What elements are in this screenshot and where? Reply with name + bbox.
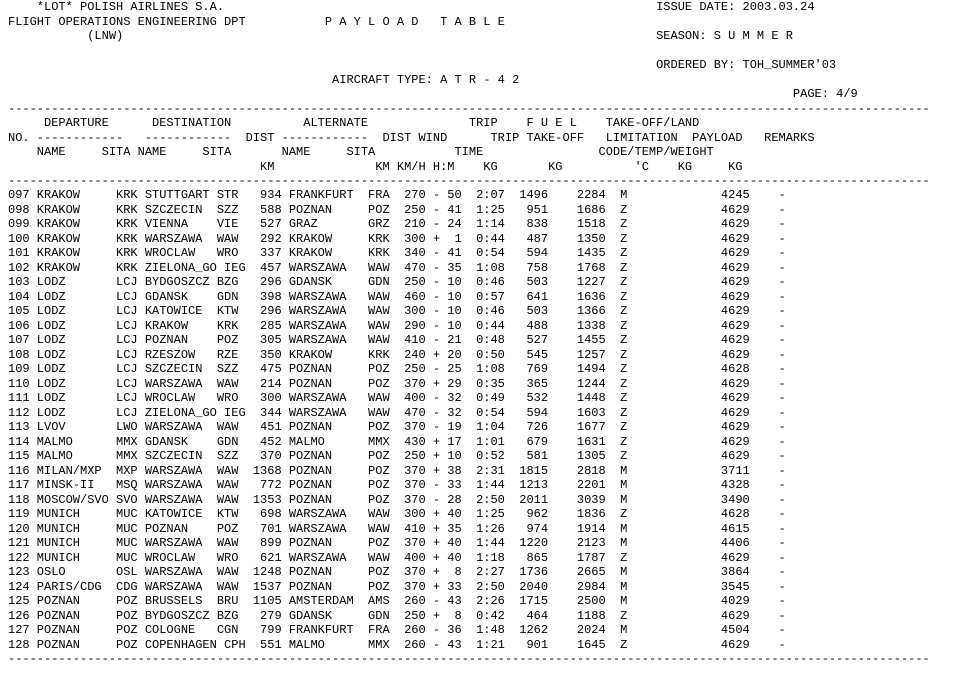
table-row: 103 LODZ LCJ BYDGOSZCZ BZG 296 GDANSK GDN 250 - 10 0:46 503 1227 Z 4629 - <box>8 275 786 289</box>
table-row: 118 MOSCOW/SVO SVO WARSZAWA WAW 1353 POZNAN POZ 370 - 28 2:50 2011 3039 M 3490 - <box>8 492 786 507</box>
table-row: 107 LODZ LCJ POZNAN POZ 305 WARSZAWA WAW 410 - 21 0:48 527 1455 Z 4629 - <box>8 333 786 347</box>
table-row: 109 LODZ LCJ SZCZECIN SZZ 475 POZNAN POZ 250 - 25 1:08 769 1494 Z 4628 - <box>8 362 786 376</box>
table-row: 099 KRAKOW KRK VIENNA VIE 527 GRAZ GRZ 210 - 24 1:14 838 1518 Z 4629 - <box>8 217 786 231</box>
header-rule-bottom: -------------------------------------------------------------------------------------------------------------------------------- <box>8 174 930 188</box>
table-row: 125 POZNAN POZ BRUSSELS BRU 1105 AMSTERDAM AMS 260 - 43 2:26 1715 2500 M 4029 - <box>8 594 786 608</box>
table-row: 101 KRAKOW KRK WROCLAW WRO 337 KRAKOW KRK 340 - 41 0:54 594 1435 Z 4629 - <box>8 246 786 260</box>
header-line-title: FLIGHT OPERATIONS ENGINEERING DPT P A Y L O A D T A B L E <box>8 14 505 29</box>
table-row: 123 OSLO OSL WARSZAWA WAW 1248 POZNAN POZ 370 + 8 2:27 1736 2665 M 3864 - <box>8 565 786 579</box>
header-line-page: PAGE: 4/9 <box>8 87 858 101</box>
column-header-1: DEPARTURE DESTINATION ALTERNATE TRIP F U E L TAKE-OFF/LAND <box>8 116 700 130</box>
table-row: 116 MILAN/MXP MXP WARSZAWA WAW 1368 POZNAN POZ 370 + 38 2:31 1815 2818 M 3711 - <box>8 463 786 478</box>
footer-rule: -------------------------------------------------------------------------------------------------------------------------------- <box>8 652 930 666</box>
header-line-season: (LNW) SEASON: S U M M E R <box>8 29 793 43</box>
table-row: 113 LVOV LWO WARSZAWA WAW 451 POZNAN POZ 370 - 19 1:04 726 1677 Z 4629 - <box>8 420 786 434</box>
table-row: 127 POZNAN POZ COLOGNE CGN 799 FRANKFURT FRA 260 - 36 1:48 1262 2024 M 4504 - <box>8 623 786 637</box>
table-row: 104 LODZ LCJ GDANSK GDN 398 WARSZAWA WAW 460 - 10 0:57 641 1636 Z 4629 - <box>8 289 786 304</box>
table-row: 098 KRAKOW KRK SZCZECIN SZZ 588 POZNAN POZ 250 - 41 1:25 951 1686 Z 4629 - <box>8 202 786 217</box>
payload-table <box>8 188 930 667</box>
table-row: 124 PARIS/CDG CDG WARSZAWA WAW 1537 POZNAN POZ 370 + 33 2:50 2040 2984 M 3545 - <box>8 579 786 594</box>
table-row: 112 LODZ LCJ ZIELONA_GO IEG 344 WARSZAWA WAW 470 - 32 0:54 594 1603 Z 4629 - <box>8 405 786 420</box>
table-row: 111 LODZ LCJ WROCLAW WRO 300 WARSZAWA WAW 400 - 32 0:49 532 1448 Z 4629 - <box>8 391 786 405</box>
table-row: 105 LODZ LCJ KATOWICE KTW 296 WARSZAWA WAW 300 - 10 0:46 503 1366 Z 4629 - <box>8 304 786 318</box>
table-row: 108 LODZ LCJ RZESZOW RZE 350 KRAKOW KRK 240 + 20 0:50 545 1257 Z 4629 - <box>8 347 786 362</box>
table-row: 126 POZNAN POZ BYDGOSZCZ BZG 279 GDANSK GDN 250 + 8 0:42 464 1188 Z 4629 - <box>8 608 786 623</box>
header-line-blank <box>8 44 930 59</box>
table-row: 102 KRAKOW KRK ZIELONA_GO IEG 457 WARSZAWA WAW 470 - 35 1:08 758 1768 Z 4629 - <box>8 260 786 275</box>
table-row: 121 MUNICH MUC WARSZAWA WAW 899 POZNAN POZ 370 + 40 1:44 1220 2123 M 4406 - <box>8 536 786 550</box>
table-row: 114 MALMO MMX GDANSK GDN 452 MALMO MMX 430 + 17 1:01 679 1631 Z 4629 - <box>8 434 786 449</box>
column-header-2: NO. ------------ ------------ DIST ------------ DIST WIND TRIP TAKE-OFF LIMITATION PAYLOAD REMARKS <box>8 130 815 145</box>
table-row: 100 KRAKOW KRK WARSZAWA WAW 292 KRAKOW KRK 300 + 1 0:44 487 1350 Z 4629 - <box>8 231 786 246</box>
table-row: 115 MALMO MMX SZCZECIN SZZ 370 POZNAN POZ 250 + 10 0:52 581 1305 Z 4629 - <box>8 449 786 463</box>
header-line-ordered-by: ORDERED BY: TOH_SUMMER'03 <box>8 58 837 72</box>
header-line-aircraft: AIRCRAFT TYPE: A T R - 4 2 <box>8 72 520 87</box>
table-row: 120 MUNICH MUC POZNAN POZ 701 WARSZAWA WAW 410 + 35 1:26 974 1914 M 4615 - <box>8 521 786 536</box>
table-row: 097 KRAKOW KRK STUTTGART STR 934 FRANKFURT FRA 270 - 50 2:07 1496 2284 M 4245 - <box>8 188 786 202</box>
column-header-3: NAME SITA NAME SITA NAME SITA TIME CODE/TEMP/WEIGHT <box>8 145 714 159</box>
table-row: 106 LODZ LCJ KRAKOW KRK 285 WARSZAWA WAW 290 - 10 0:44 488 1338 Z 4629 - <box>8 318 786 333</box>
column-header-units: KM KM KM/H H:M KG KG 'C KG KG <box>8 159 743 174</box>
table-row: 122 MUNICH MUC WROCLAW WRO 621 WARSZAWA WAW 400 + 40 1:18 865 1787 Z 4629 - <box>8 550 786 565</box>
table-row: 110 LODZ LCJ WARSZAWA WAW 214 POZNAN POZ 370 + 29 0:35 365 1244 Z 4629 - <box>8 376 786 391</box>
report-header <box>8 0 930 189</box>
table-row: 119 MUNICH MUC KATOWICE KTW 698 WARSZAWA WAW 300 + 40 1:25 962 1836 Z 4628 - <box>8 507 786 521</box>
table-row: 128 POZNAN POZ COPENHAGEN CPH 551 MALMO MMX 260 - 43 1:21 901 1645 Z 4629 - <box>8 637 786 652</box>
header-rule-top: -------------------------------------------------------------------------------------------------------------------------------- <box>8 101 930 116</box>
header-line-company: *LOT* POLISH AIRLINES S.A. ISSUE DATE: 2003.03.24 <box>8 0 815 14</box>
table-row: 117 MINSK-II MSQ WARSZAWA WAW 772 POZNAN POZ 370 - 33 1:44 1213 2201 M 4328 - <box>8 478 786 492</box>
